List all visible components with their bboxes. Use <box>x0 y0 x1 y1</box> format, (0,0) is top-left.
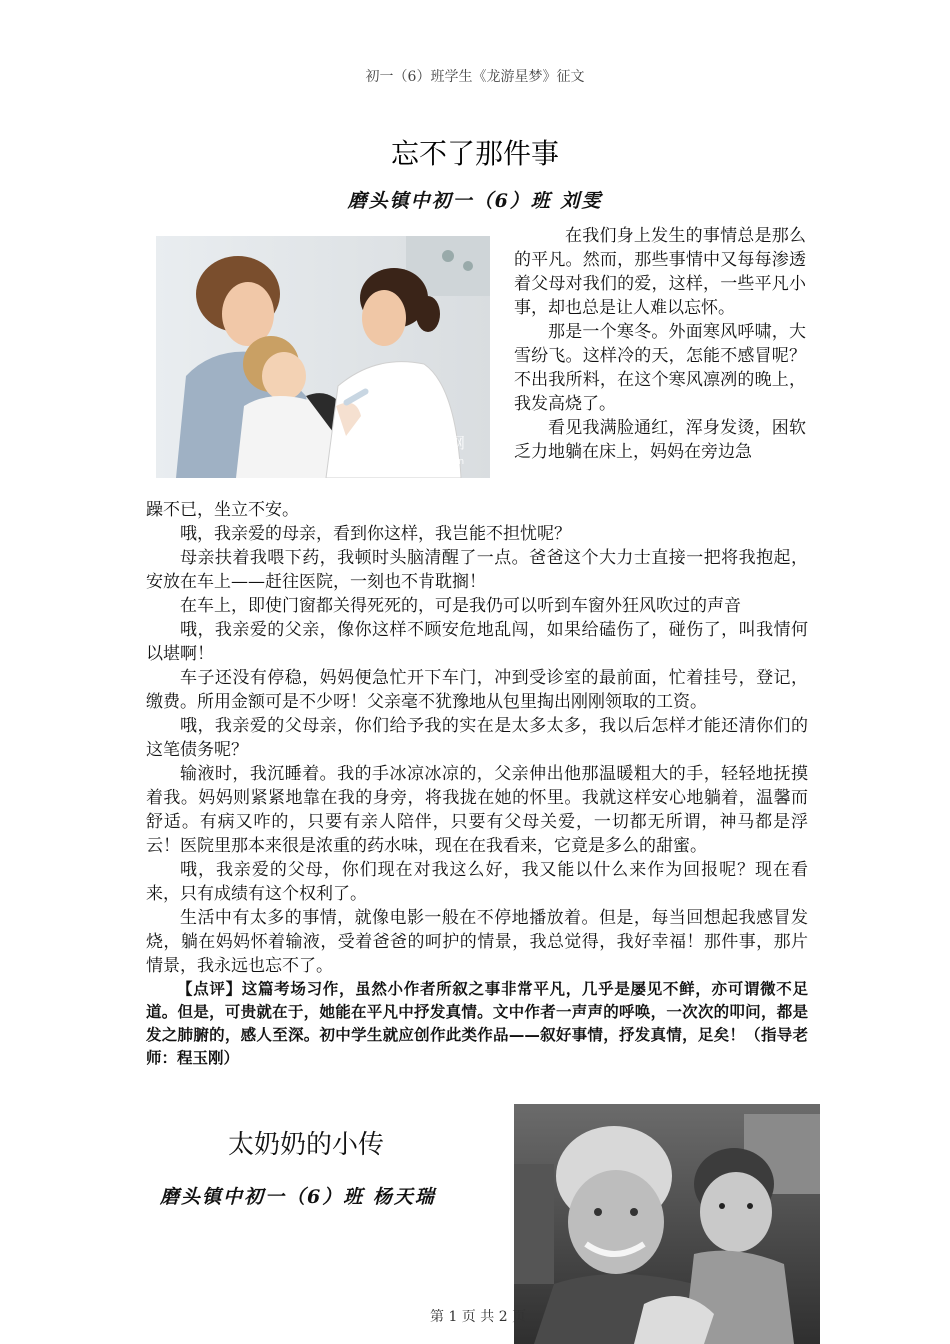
paragraph-6: 在车上，即使门窗都关得死死的，可是我仍可以听到车窗外狂风吹过的声音 <box>180 596 741 616</box>
page-footer: 第 1 页 共 2 页 <box>430 1309 527 1325</box>
paragraph-10: 输液时，我沉睡着。我的手冰凉冰凉的，父亲伸出他那温暖粗大的手，轻轻地抚摸着我。妈妈则紧紧地靠在我的身旁，将我拢在她的怀里。我就这样安心地躺着，温馨而舒适。有病又咋的，只要有亲人陪伴，只要有父母关爱，一切都无所谓，神马都是浮云！医院里那本来很是浓重的药水味，现在在我看来，它竟是多么的甜蜜。 <box>146 764 808 856</box>
paragraph-5: 母亲扶着我喂下药，我顿时头脑清醒了一点。爸爸这个大力士直接一把将我抱起，安放在车上——赶往医院，一刻也不肯耽搁！ <box>146 548 808 592</box>
watermark-sub: mama.cn <box>422 457 465 467</box>
article2-title: 太奶奶的小传 <box>228 1130 385 1160</box>
article-body <box>146 498 808 1070</box>
article-title: 忘不了那件事 <box>390 137 559 170</box>
article-photo <box>156 236 490 478</box>
teacher-review: 【点评】这篇考场习作，虽然小作者所叙之事非常平凡，几乎是屡见不鲜，亦可谓微不足道。但是，可贵就在于，她能在平凡中抒发真情。文中作者一声声的呼唤，一次次的叩问，都是发之肺腑的，感人至深。初中学生就应创作此类作品——叙好事情，抒发真情，足矣！（指导老师：程玉刚） <box>146 980 808 1067</box>
watermark-text: 妈妈网 <box>420 434 466 452</box>
page-header: 初一（6）班学生《龙游星梦》征文 <box>365 69 585 85</box>
paragraph-8: 车子还没有停稳，妈妈便急忙开下车门，冲到受诊室的最前面，忙着挂号，登记，缴费。所用金额可是不少呀！父亲毫不犹豫地从包里掏出刚刚领取的工资。 <box>146 668 808 712</box>
paragraph-2: 那是一个寒冬。外面寒风呼啸，大雪纷飞。这样冷的天，怎能不感冒呢？不出我所料，在这个寒风凛冽的晚上，我发高烧了。 <box>514 322 806 414</box>
paragraph-1: 在我们身上发生的事情总是那么的平凡。然而，那些事情中又每每渗透着父母对我们的爱，这样，一些平凡小事，却也总是让人难以忘怀。 <box>514 226 806 318</box>
paragraph-3a: 看见我满脸通红，浑身发烫，困软乏力地躺在床上，妈妈在旁边急 <box>514 418 806 462</box>
paragraph-7: 哦，我亲爱的父亲，像你这样不顾安危地乱闯，如果给磕伤了，碰伤了，叫我情何以堪啊！ <box>146 620 808 664</box>
intro-column <box>514 224 806 464</box>
paragraph-4: 哦，我亲爱的母亲，看到你这样，我岂能不担忧呢？ <box>180 524 571 544</box>
paragraph-11: 哦，我亲爱的父母，你们现在对我这么好，我又能以什么来作为回报呢？现在看来，只有成绩有这个权利了。 <box>146 860 808 904</box>
paragraph-12: 生活中有太多的事情，就像电影一般在不停地播放着。但是，每当回想起我感冒发烧，躺在妈妈怀着输液，受着爸爸的呵护的情景，我总觉得，我好幸福！那件事，那片情景，我永远也忘不了。 <box>146 908 808 976</box>
grandmother-photo <box>514 1104 820 1344</box>
paragraph-3b: 躁不已，坐立不安。 <box>146 500 299 520</box>
paragraph-9: 哦，我亲爱的父母亲，你们给予我的实在是太多太多，我以后怎样才能还清你们的这笔债务呢？ <box>146 716 808 760</box>
article2-byline: 磨头镇中初一（6）班 杨天瑞 <box>160 1186 436 1208</box>
article-byline: 磨头镇中初一（6）班 刘雯 <box>347 190 603 212</box>
